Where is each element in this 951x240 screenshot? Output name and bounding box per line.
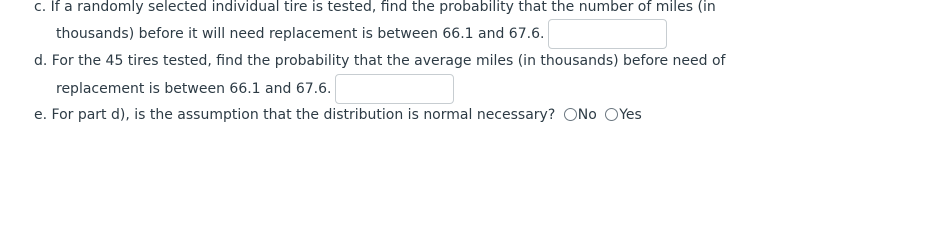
question-d-line1: d. For the 45 tires tested, find the probability that the average miles (in thousands) before need of [34, 53, 726, 69]
question-c-line1: c. If a randomly selected individual tire is tested, find the probability that the number of miles (in [34, 0, 716, 15]
answer-d-input[interactable] [335, 74, 454, 104]
answer-c-input[interactable] [548, 19, 667, 49]
question-d-line2: replacement is between 66.1 and 67.6. [56, 81, 332, 97]
question-d-line2-row [56, 74, 454, 104]
radio-no[interactable] [564, 108, 577, 121]
question-e-text: e. For part d), is the assumption that the distribution is normal necessary? [34, 107, 556, 123]
question-c-line2: thousands) before it will need replacement is between 66.1 and 67.6. [56, 26, 545, 42]
radio-yes-label[interactable]: Yes [619, 107, 642, 123]
radio-no-label[interactable]: No [577, 107, 597, 123]
radio-yes[interactable] [605, 108, 618, 121]
question-e [34, 107, 642, 123]
question-c-line2-row [56, 19, 667, 49]
